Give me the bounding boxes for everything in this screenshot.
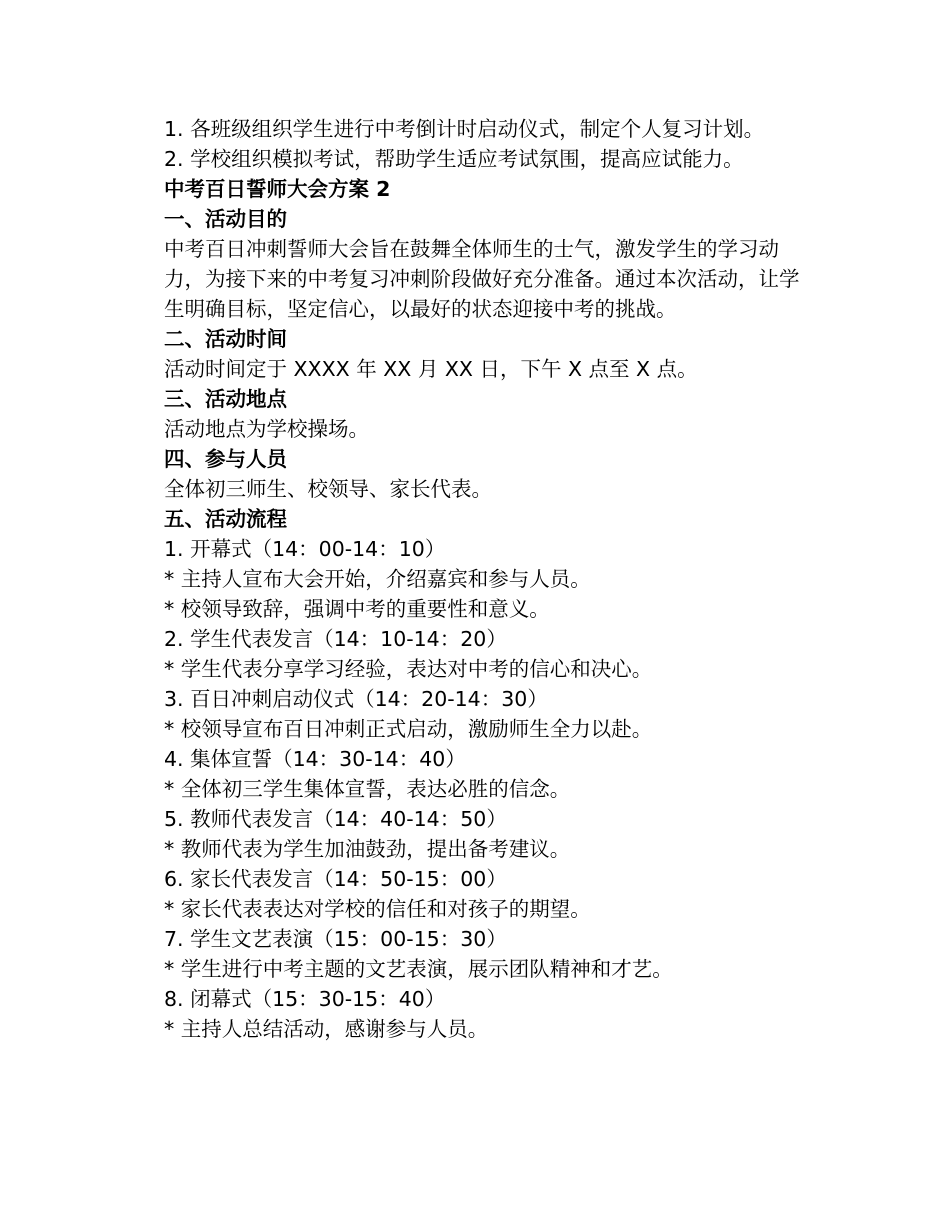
heading-location: 三、活动地点 xyxy=(164,387,287,411)
process-detail: * 全体初三学生集体宣誓，表达必胜的信念。 xyxy=(164,777,571,801)
process-detail: * 主持人总结活动，感谢参与人员。 xyxy=(164,1017,489,1041)
process-detail: * 主持人宣布大会开始，介绍嘉宾和参与人员。 xyxy=(164,567,591,591)
process-item: 3. 百日冲刺启动仪式（14：20-14：30） xyxy=(164,687,548,711)
process-item: 1. 开幕式（14：00-14：10） xyxy=(164,537,446,561)
process-detail: * 校领导致辞，强调中考的重要性和意义。 xyxy=(164,597,550,621)
process-item: 5. 教师代表发言（14：40-14：50） xyxy=(164,807,507,831)
process-item: 8. 闭幕式（15：30-15：40） xyxy=(164,987,446,1011)
time-text: 活动时间定于 XXXX 年 XX 月 XX 日，下午 X 点至 X 点。 xyxy=(164,357,698,381)
section-title: 中考百日誓师大会方案 2 xyxy=(164,177,391,201)
document-body xyxy=(164,114,804,1044)
heading-time: 二、活动时间 xyxy=(164,327,287,351)
process-detail: * 学生代表分享学习经验，表达对中考的信心和决心。 xyxy=(164,657,653,681)
heading-purpose: 一、活动目的 xyxy=(164,207,287,231)
purpose-text: 中考百日冲刺誓师大会旨在鼓舞全体师生的士气，激发学生的学习动力，为接下来的中考复习冲刺阶段做好充分准备。通过本次活动，让学生明确目标，坚定信心，以最好的状态迎接中考的挑战。 xyxy=(164,237,800,321)
process-item: 2. 学生代表发言（14：10-14：20） xyxy=(164,627,507,651)
paragraph-2: 2. 学校组织模拟考试，帮助学生适应考试氛围，提高应试能力。 xyxy=(164,147,744,171)
location-text: 活动地点为学校操场。 xyxy=(164,417,369,441)
process-detail: * 学生进行中考主题的文艺表演，展示团队精神和才艺。 xyxy=(164,957,673,981)
heading-participants: 四、参与人员 xyxy=(164,447,287,471)
process-detail: * 教师代表为学生加油鼓劲，提出备考建议。 xyxy=(164,837,571,861)
heading-process: 五、活动流程 xyxy=(164,507,287,531)
paragraph-1: 1. 各班级组织学生进行中考倒计时启动仪式，制定个人复习计划。 xyxy=(164,117,765,141)
process-detail: * 校领导宣布百日冲刺正式启动，激励师生全力以赴。 xyxy=(164,717,653,741)
process-item: 7. 学生文艺表演（15：00-15：30） xyxy=(164,927,507,951)
process-item: 4. 集体宣誓（14：30-14：40） xyxy=(164,747,466,771)
participants-text: 全体初三师生、校领导、家长代表。 xyxy=(164,477,492,501)
process-detail: * 家长代表表达对学校的信任和对孩子的期望。 xyxy=(164,897,591,921)
process-item: 6. 家长代表发言（14：50-15：00） xyxy=(164,867,507,891)
